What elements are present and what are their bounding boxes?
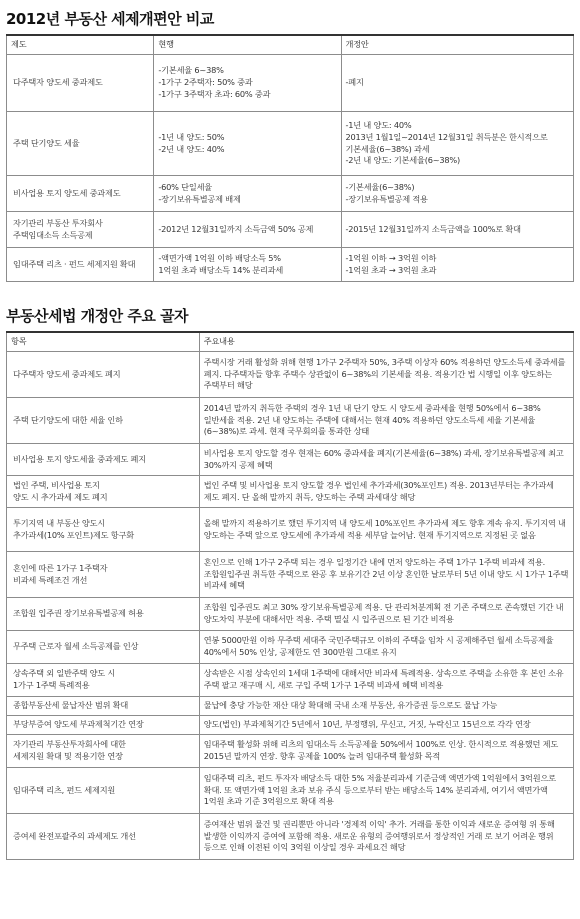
row-item: 주택 단기양도 세율 [7, 112, 154, 176]
tax-law-header-row [7, 332, 574, 352]
header-system: 제도 [7, 35, 154, 55]
row-content: 연봉 5000만원 이하 무주택 세대주 국민주택규모 이하의 주택을 임차 시 공제해주던 월세 소득공제율 40%에서 50% 인상, 공제한도 연 300만원 그대로 유지 [199, 631, 573, 664]
row-item: 부당부증여 양도세 부과제척기간 연장 [7, 716, 200, 735]
table-row [7, 768, 574, 814]
comparison-table [6, 34, 574, 282]
table-row [7, 508, 574, 552]
row-current: -액면가액 1억원 이하 배당소득 5% 1억원 초과 배당소득 14% 분리과세 [154, 248, 341, 282]
row-content: 비사업용 토지 양도할 경우 현재는 60% 중과세율 폐지(기본세율(6~38%) 과세, 장기보유특별공제 최고 30%까지 공제 혜택 [199, 444, 573, 476]
table-row [7, 552, 574, 598]
table-row [7, 212, 574, 248]
row-content: 주택시장 거래 활성화 위해 현행 1가구 2주택자 50%, 3주택 이상자 60% 적용하던 양도소득세 중과세를 폐지. 다주택자들 향후 주택수 상관없이 6~38%의 기본세율 적용. 적용기간 법 시행일 이후 양도하는 주택부터 해당 [199, 352, 573, 398]
table-row [7, 352, 574, 398]
row-item: 자기관리 부동산 투자회사 주택임대소득 소득공제 [7, 212, 154, 248]
table-row [7, 631, 574, 664]
table-row [7, 476, 574, 508]
table-row [7, 664, 574, 697]
table-row [7, 248, 574, 282]
row-item: 법인 주택, 비사업용 토지 양도 시 추가과세 제도 폐지 [7, 476, 200, 508]
row-item: 투기지역 내 부동산 양도시 추가과세(10% 포인트)제도 항구화 [7, 508, 200, 552]
table-row [7, 697, 574, 716]
row-item: 조합원 입주권 장기보유특별공제 허용 [7, 598, 200, 631]
tax-law-table [6, 331, 574, 860]
header-current: 현행 [154, 35, 341, 55]
row-proposed: -기본세율(6~38%) -장기보유특별공제 적용 [341, 176, 573, 212]
row-item: 임대주택 리츠 · 펀드 세제지원 확대 [7, 248, 154, 282]
row-current: -기본세율 6~38% -1가구 2주택자: 50% 중과 -1가구 3주택자 초과: 60% 중과 [154, 55, 341, 112]
header-proposed: 개정안 [341, 35, 573, 55]
table-row [7, 398, 574, 444]
header-item: 항목 [7, 332, 200, 352]
row-proposed: -1억원 이하 → 3억원 이하 -1억원 초과 → 3억원 초과 [341, 248, 573, 282]
row-item: 비사업용 토지 양도세율 중과제도 폐지 [7, 444, 200, 476]
comparison-header-row [7, 35, 574, 55]
table-row [7, 55, 574, 112]
row-item: 다주택자 양도세 중과제도 [7, 55, 154, 112]
table-row [7, 112, 574, 176]
row-item: 비사업용 토지 양도세 중과제도 [7, 176, 154, 212]
row-current: -60% 단일세율 -장기보유특별공제 배제 [154, 176, 341, 212]
row-content: 증여재산 범위 물건 및 권리뿐만 아니라 '경제적 이익' 추가. 거래를 통한 이익과 새로운 증여형 위 통해 발생한 이익까지 증여에 포함해 적용. 새로운 유형의 증여행위로서 정상적인 거래 로 보기 어려운 행위 등으로 인해 이전된 이익 3억원 이상일 경우 과세요건 해당 [199, 814, 573, 860]
row-content: 임대주택 활성화 위해 리츠의 임대소득 소득공제율 50%에서 100%로 인상. 한시적으로 적용했던 제도 2015년 말까지 연장. 향후 공제율 100% 늘려 임대주택 활성화 목적 [199, 735, 573, 768]
table-row [7, 716, 574, 735]
row-item: 자기관리 부동산투자회사에 대한 세제지원 확대 및 적용기한 연장 [7, 735, 200, 768]
row-item: 상속주택 외 일반주택 양도 시 1가구 1주택 특례적용 [7, 664, 200, 697]
row-item: 혼인에 따른 1가구 1주택자 비과세 특례조건 개선 [7, 552, 200, 598]
row-item: 무주택 근로자 월세 소득공제를 인상 [7, 631, 200, 664]
header-content: 주요내용 [199, 332, 573, 352]
row-item: 종합부동산세 물납자산 범위 확대 [7, 697, 200, 716]
row-content: 올해 말까지 적용하기로 했던 투기지역 내 양도세 10%포인트 추가과세 제도 향후 계속 유지. 투기지역 내 양도하는 주택 앞으로 양도세에 추가과세 적용 세부담 늘어남. 현재 투기지역으로 지정된 곳 없음 [199, 508, 573, 552]
table-row [7, 814, 574, 860]
row-current: -2012년 12월31일까지 소득금액 50% 공제 [154, 212, 341, 248]
row-current: -1년 내 양도: 50% -2년 내 양도: 40% [154, 112, 341, 176]
row-proposed: -2015년 12월31일까지 소득금액을 100%로 확대 [341, 212, 573, 248]
row-proposed: -1년 내 양도: 40% 2013년 1월1일~2014년 12월31일 취득분은 한시적으로 기본세율(6~38%) 과세 -2년 내 양도: 기본세율(6~38%) [341, 112, 573, 176]
row-content: 2014년 말까지 취득한 주택의 경우 1년 내 단기 양도 시 양도세 중과세율 현행 50%에서 6~38% 일반세율 적용. 2년 내 양도하는 주택에 대해서는 현재 40% 적용하던 양도소득세 세율 기본세율(6~38%)로 과세. 현재 국무회의를 통과한 상태 [199, 398, 573, 444]
row-content: 임대주택 리츠, 펀드 투자자 배당소득 대한 5% 저율분리과세 기준금액 액면가액 1억원에서 3억원으로 확대. 또 액면가액 1억원 초과 보유 주식 등으로부터 받는 배당소득 14% 분리과세, 여기서 액면가액 1억원 초과 기준 3억원으로 확대 적용 [199, 768, 573, 814]
row-item: 다주택자 양도세 중과제도 폐지 [7, 352, 200, 398]
row-content: 법인 주택 및 비사업용 토지 양도할 경우 법인세 추가과세(30%포인트) 적용. 2013년부터는 추가과세 제도 폐지. 단 올해 말까지 취득, 양도하는 주택 과세대상 해당 [199, 476, 573, 508]
row-proposed: -폐지 [341, 55, 573, 112]
row-item: 주택 단기양도에 대한 세율 인하 [7, 398, 200, 444]
row-content: 혼인으로 인해 1가구 2주택 되는 경우 일정기간 내에 먼저 양도하는 주택 1가구 1주택 비과세 적용. 조합원입주권 취득한 주택으로 완공 후 보유기간 2년 이상 혼인한 날로부터 5년 이내 양도 시 1가구 1주택 비과세 혜택 [199, 552, 573, 598]
table-row [7, 598, 574, 631]
table-row [7, 735, 574, 768]
row-item: 임대주택 리츠, 펀드 세제지원 [7, 768, 200, 814]
section2-title: 부동산세법 개정안 주요 골자 [6, 307, 189, 325]
row-content: 조합원 입주권도 최고 30% 장기보유특별공제 적용. 단 관리처분계획 전 기존 주택으로 존속했던 기간 내 양도차익 부분에 대해서만 적용. 주택 멸실 시 입주권으로 된 기간 비적용 [199, 598, 573, 631]
section1-title: 2012년 부동산 세제개편안 비교 [6, 10, 214, 28]
row-content: 물납에 충당 가능한 재산 대상 확대해 국내 소재 부동산, 유가증권 등으로도 물납 가능 [199, 697, 573, 716]
table-row [7, 176, 574, 212]
row-content: 상속받은 시점 상속인의 1세대 1주택에 대해서만 비과세 특례적용. 상속으로 주택을 소유한 후 본인 소유 주택 팔고 재구매 시, 새로 구입 주택 1가구 1주택 비과세 혜택 비적용 [199, 664, 573, 697]
row-item: 증여세 완전포괄주의 과세제도 개선 [7, 814, 200, 860]
row-content: 양도(법인) 부과제척기간 5년에서 10년, 부정행위, 무신고, 거짓, 누락신고 15년으로 각각 연장 [199, 716, 573, 735]
table-row [7, 444, 574, 476]
